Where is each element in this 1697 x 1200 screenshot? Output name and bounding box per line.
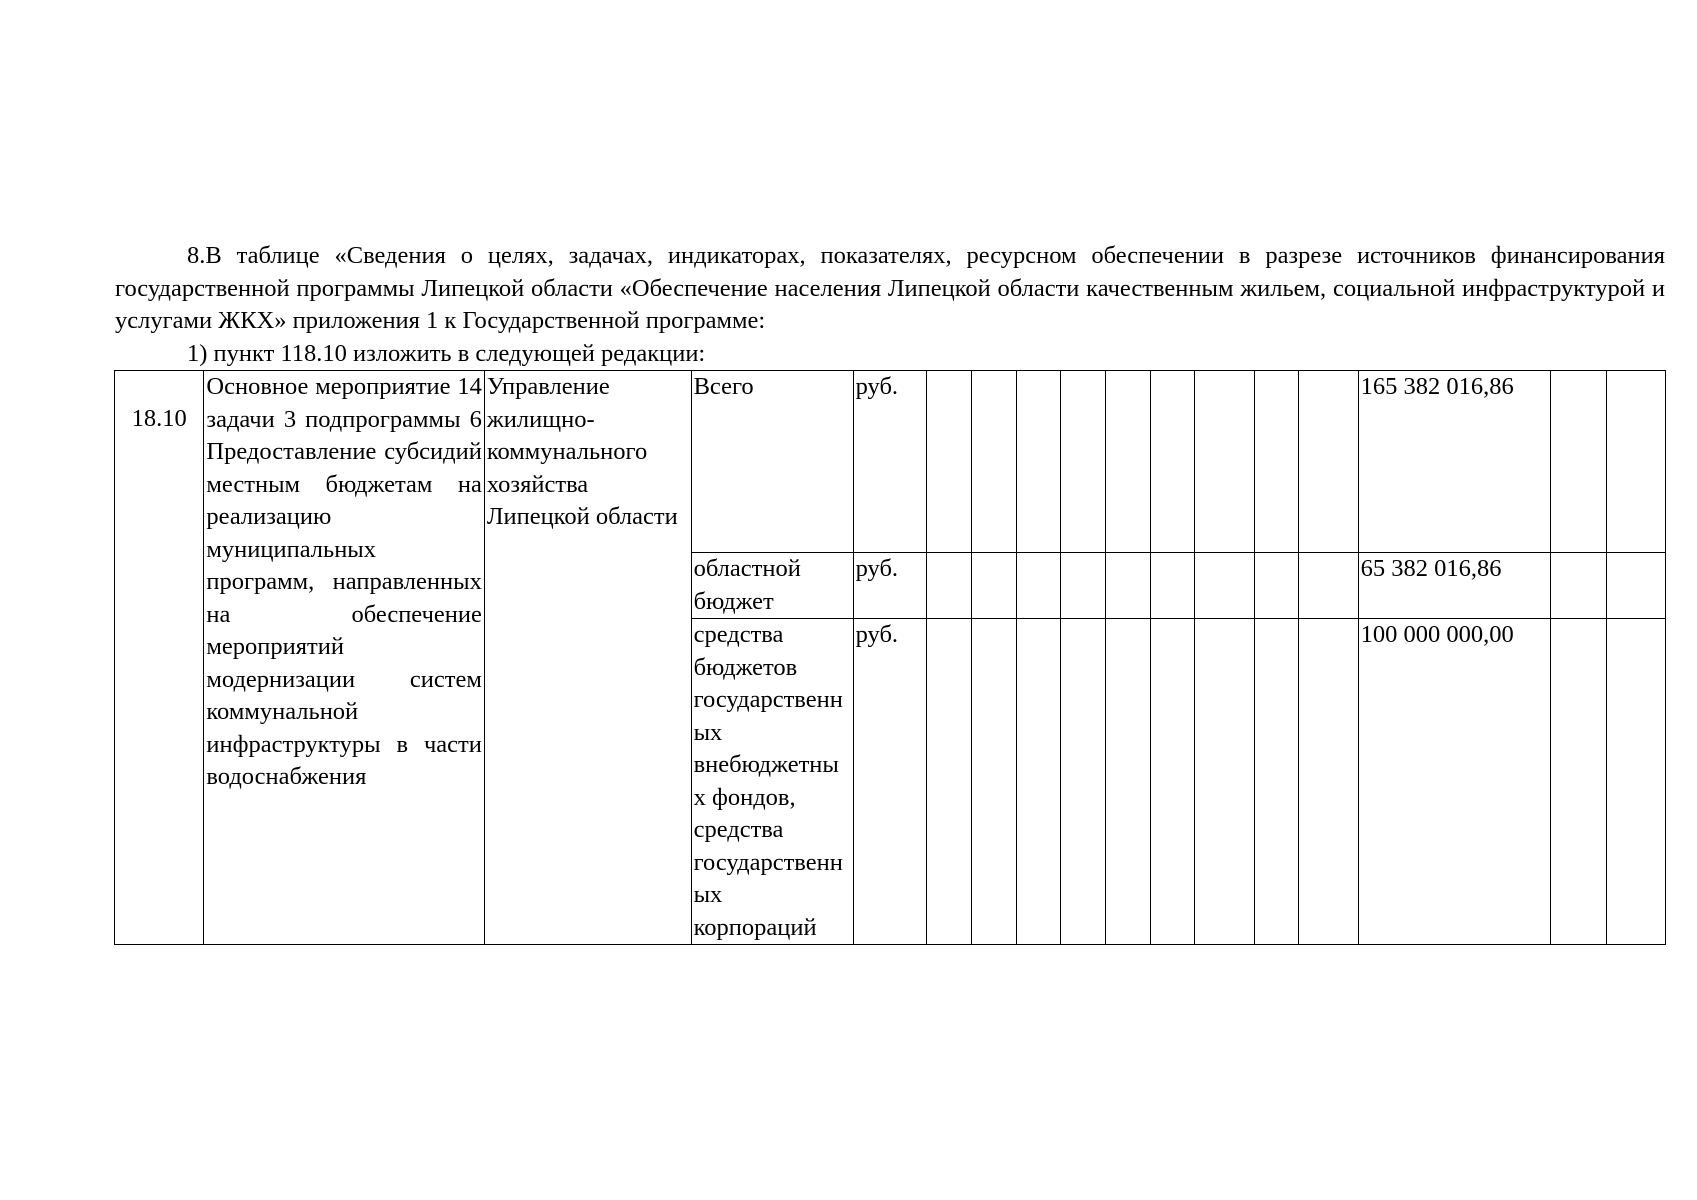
empty-cell [1061, 553, 1106, 619]
empty-cell [1195, 553, 1254, 619]
source-cell: областной бюджет [691, 553, 853, 619]
amount-cell: 100 000 000,00 [1358, 619, 1550, 945]
empty-cell [1299, 553, 1358, 619]
description-cell: Основное мероприятие 14 задачи 3 подпрограммы 6 Предоставление субсидий местным бюджетам на реализацию муниципальных программ, направленных на обеспечение мероприятий модернизации систем коммунальной инфраструктуры в части водоснабжения [204, 371, 484, 945]
amount-cell: 165 382 016,86 [1358, 371, 1550, 553]
empty-cell [972, 371, 1017, 553]
empty-cell [1061, 371, 1106, 553]
table-row [115, 371, 1666, 553]
empty-cell [927, 553, 972, 619]
document-intro [115, 240, 1665, 370]
empty-cell [927, 371, 972, 553]
unit-cell: руб. [853, 553, 927, 619]
amount-cell: 65 382 016,86 [1358, 553, 1550, 619]
intro-paragraph: 8.В таблице «Сведения о целях, задачах, индикаторах, показателях, ресурсном обеспечении в разрезе источников финансирования государственной программы Липецкой области «Обеспечение населения Липецкой области качественным жильем, социальной инфраструктурой и услугами ЖКХ» приложения 1 к Государственной программе: [115, 242, 1665, 334]
source-cell: средства бюджетов государственных внебюджетных фондов, средства государственных корпораций [691, 619, 853, 945]
empty-cell [1254, 619, 1299, 945]
empty-cell [1150, 553, 1195, 619]
unit-cell: руб. [853, 619, 927, 945]
responsible-cell: Управление жилищно-коммунального хозяйства Липецкой области [484, 371, 691, 945]
source-cell: Всего [691, 371, 853, 553]
empty-cell [972, 619, 1017, 945]
unit-cell: руб. [853, 371, 927, 553]
empty-cell [1254, 371, 1299, 553]
empty-cell [1016, 371, 1061, 553]
empty-cell [1106, 553, 1151, 619]
empty-cell [972, 553, 1017, 619]
empty-cell [1061, 619, 1106, 945]
empty-cell [1550, 371, 1606, 553]
empty-cell [1106, 619, 1151, 945]
empty-cell [1016, 619, 1061, 945]
empty-cell [927, 619, 972, 945]
empty-cell [1195, 619, 1254, 945]
empty-cell [1606, 371, 1665, 553]
empty-cell [1606, 553, 1665, 619]
empty-cell [1150, 619, 1195, 945]
empty-cell [1150, 371, 1195, 553]
empty-cell [1254, 553, 1299, 619]
empty-cell [1195, 371, 1254, 553]
row-number-cell: 18.10 [115, 371, 204, 945]
empty-cell [1550, 553, 1606, 619]
empty-cell [1299, 371, 1358, 553]
empty-cell [1299, 619, 1358, 945]
program-table [114, 370, 1666, 945]
intro-subitem: 1) пункт 118.10 изложить в следующей редакции: [187, 339, 706, 367]
empty-cell [1106, 371, 1151, 553]
empty-cell [1550, 619, 1606, 945]
empty-cell [1606, 619, 1665, 945]
empty-cell [1016, 553, 1061, 619]
